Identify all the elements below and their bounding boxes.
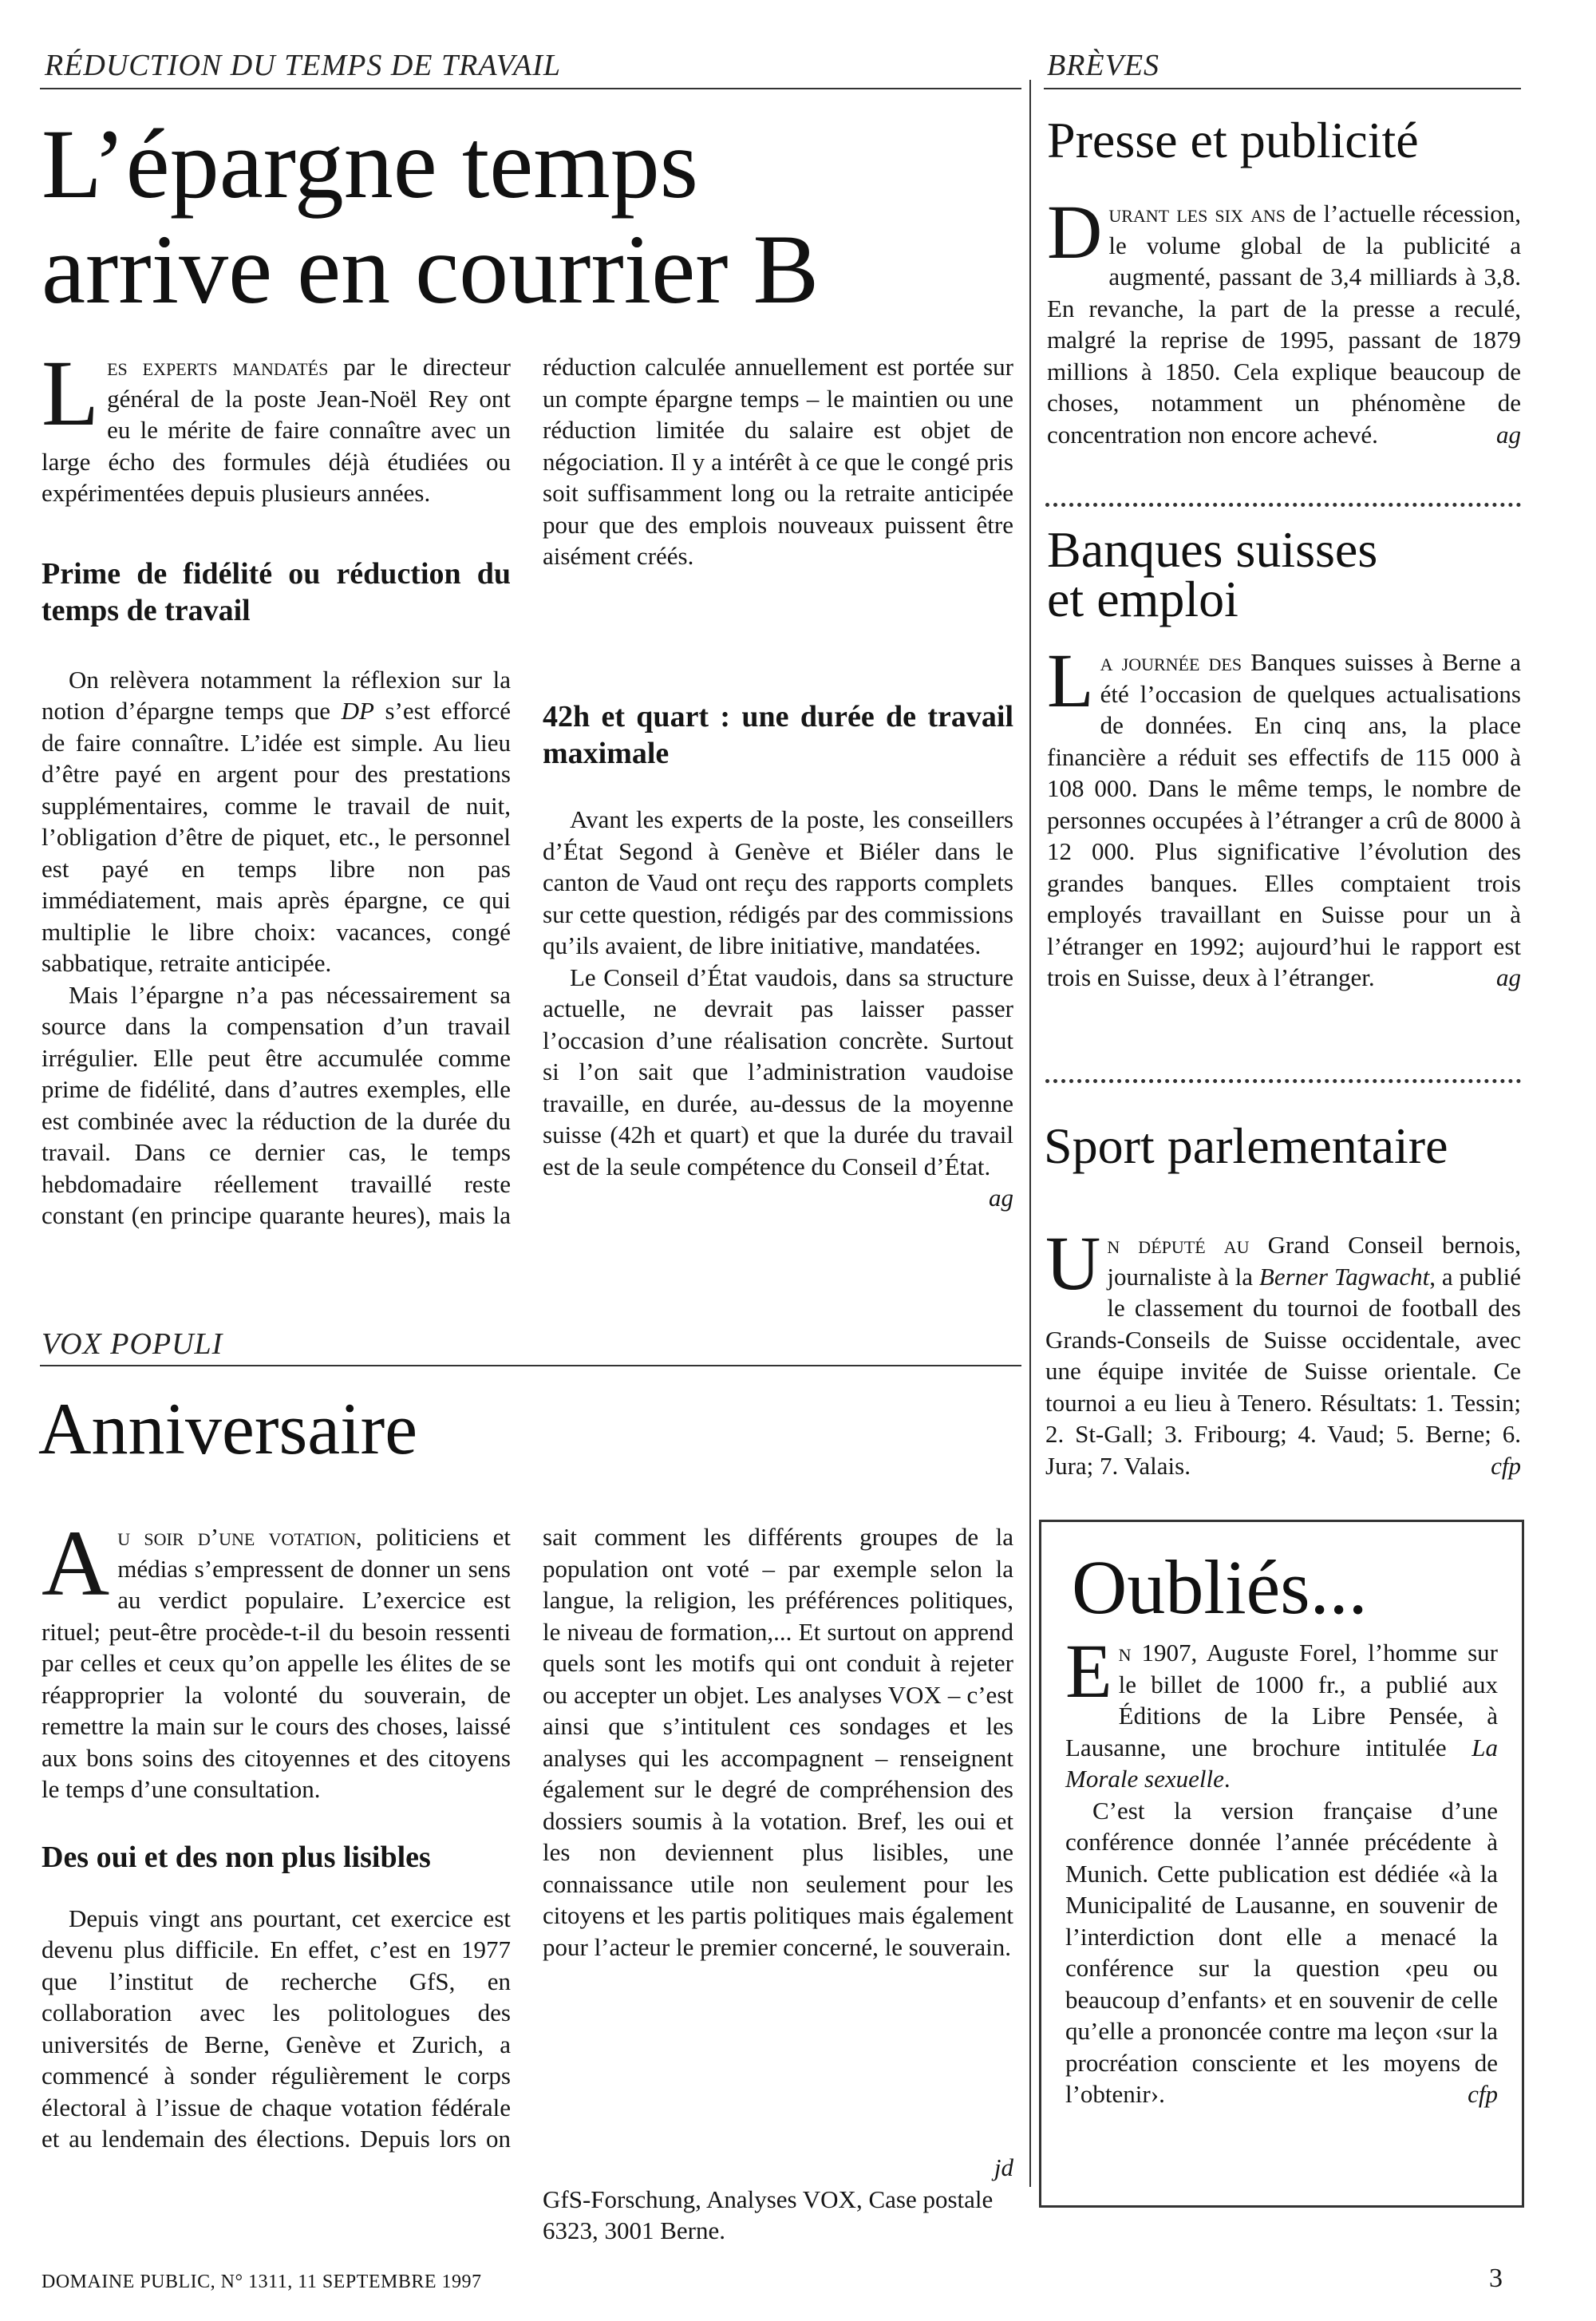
oublies-p2-text: C’est la version française d’une conférence donnée l’année précédente à Munich. Cette publication est dédiée «à la Municipalité de Lausanne, en souvenir de l’interdiction dont elle a menacé la conférence sur la question ‹peu ou beaucoup d’enfants› et en souvenir de celle qu’elle a prononcée contre ma leçon ‹sur la procréation consciente et les moyens de l’obtenir›. — [1065, 1796, 1498, 2108]
article1-paragraph-2: Mais l’épargne n’a pas nécessairement sa source dans la compensation d’un travail irrégulier. Elle peut être accumulée comme prime de fidélité, dans d’autres exemples, elle est combinée avec la réduction de la durée du travail. Dans ce dernier cas, le temps hebdomadaire réellement travaillé reste constant (en principe quarante heures), mais la — [41, 980, 511, 1229]
brief3-title: Sport parlementaire — [1044, 1117, 1448, 1174]
oublies-text-b: . — [1223, 1765, 1231, 1793]
brief1-title: Presse et publicité — [1047, 112, 1419, 168]
top-rule-left — [40, 88, 1021, 89]
brief2-title-line2: et emploi — [1047, 571, 1238, 627]
article1-lead-caps: es experts mandatés — [107, 353, 329, 381]
article1-drop-cap: L — [41, 341, 100, 445]
oublies-body — [1054, 1628, 1509, 2110]
brief3-text-b: , a publié le classement du tournoi de football des Grands-Conseils de Suisse occidentale, avec une équipe invitée de Suisse orientale. Ce tournoi a eu lieu à Tenero. Résultats: 1. Tessin; 2. St-Gall; 3. Fribourg; 4. Vaud; 5. Berne; 6. Jura; 7. Valais. — [1045, 1262, 1521, 1480]
article1-p1-text-b: s’est efforcé de faire connaître. L’idée est simple. Au lieu d’être payé en argent pour des prestations supplémentaires, comme le travail de nuit, l’obligation d’être de piquet, etc., le personnel est payé en temps libre non pas immédiatement, mais après épargne, ce qui multiplie le libre choix: vacances, congé sabbatique, retraite anticipée. — [41, 697, 512, 977]
brief2-drop-cap: L — [1047, 638, 1094, 723]
article2-signature: jd — [994, 2153, 1013, 2181]
oublies-text-a: Auguste Forel, l’homme sur le billet de 1000 fr., a publié aux Éditions de la Libre Pensée, à Lausanne, une brochure intitulée — [1065, 1639, 1499, 1762]
brief3-signature: cfp — [1491, 1451, 1521, 1480]
anniversary-headline: Anniversaire — [38, 1388, 418, 1469]
article1-paragraph-1 — [41, 664, 511, 979]
brief2-lead-caps: a journée des — [1100, 648, 1242, 676]
brief2-text: Banques suisses à Berne a été l’occasion de quelques actualisations de données. En cinq ans, la place financière a réduit ses effectifs de 115 000 à 108 000. Dans le même temps, le nombre de personnes occupées à l’étranger a crû de 8000 à 12 000. Plus significative l’évolution des grandes banques. Elles comptaient trois employés travaillant en Suisse pour un à l’étranger en 1992; aujourd’hui le rapport est trois en Suisse, deux à l’étranger. — [1047, 648, 1521, 991]
oublies-signature: cfp — [1468, 2080, 1498, 2108]
article1-paragraph-4 — [543, 962, 1013, 1212]
article1-subheading-2: 42h et quart : une durée de travail maximale — [543, 700, 1013, 770]
article1-lead-rest: par le directeur général de la poste Jean-Noël Rey ont eu le mérite de faire connaître avec un large écho des formules déjà étudiées ou expérimentées depuis plusieurs années. — [41, 353, 511, 507]
footer-publication: DOMAINE PUBLIC, N° 1311, 11 SEPTEMBRE 1997 — [41, 2272, 482, 2292]
article2-drop-cap: A — [41, 1511, 110, 1615]
oublies-lead-caps: n 1907, — [1118, 1639, 1198, 1667]
article1-p2-continued — [543, 351, 1013, 666]
brief-divider-1 — [1045, 503, 1521, 507]
brief1-text: de l’actuelle récession, le volume global de la publicité a augmenté, passant de 3,4 milliards à 3,8. En revanche, la part de la presse a reculé, malgré la reprise de 1995, passant de 1879 millions à 1850. Cela explique beaucoup de choses, notamment un phénomène de concentration non encore achevé. — [1047, 200, 1521, 449]
main-headline-line1: L’épargne temps — [41, 109, 699, 219]
oublies-book-title: La Morale sexuelle — [1065, 1733, 1498, 1793]
vox-rule — [40, 1365, 1021, 1366]
column-divider-vertical — [1029, 80, 1031, 2187]
article1-p1-text-a: On relèvera notamment la réflexion sur la notion d’épargne temps que — [41, 665, 511, 725]
brief3-text-a: Grand Conseil bernois, journaliste à la — [1107, 1231, 1521, 1291]
article2-column2 — [543, 1521, 1013, 2247]
brief1-body — [1047, 189, 1521, 450]
oublies-paragraph-2 — [1065, 1795, 1498, 2110]
article1-p4-text: Le Conseil d’État vaudois, dans sa structure actuelle, ne devrait pas laisser passer l’occasion d’une réalisation concrète. Surtout si l’on sait que l’administration vaudoise travaille, en durée, au-dessus de la moyenne suisse (42h et quart) et que la durée du travail est de la seule compétence du Conseil d’État. — [543, 963, 1013, 1180]
oublies-drop-cap: E — [1065, 1628, 1112, 1714]
article2-contact: GfS-Forschung, Analyses VOX, Case postale 6323, 3001 Berne. — [543, 2185, 994, 2244]
brief2-title-line1: Banques suisses — [1047, 521, 1378, 578]
article2-lead — [41, 1511, 511, 1805]
brief2-signature: ag — [1496, 963, 1521, 991]
main-headline-line2: arrive en courrier B — [41, 215, 820, 324]
top-rule-right — [1044, 88, 1521, 89]
article1-lead — [41, 341, 511, 509]
vox-kicker: VOX POPULI — [41, 1327, 223, 1361]
article2-column1 — [41, 1511, 511, 2155]
brief1-drop-cap: D — [1047, 189, 1103, 275]
brief3-newspaper: Berner Tagwacht — [1258, 1262, 1430, 1291]
brief-divider-2 — [1045, 1079, 1521, 1083]
main-headline — [41, 109, 820, 324]
article1-subheading-1: Prime de fidélité ou réduction du temps de travail — [41, 556, 511, 627]
article1-paragraph-3: Avant les experts de la poste, les conseillers d’État Segond à Genève et Biéler dans le canton de Vaud ont reçu des rapports complets sur cette question, rédigés par des commissions qu’ils avaient, de libre initiative, mandatées. — [543, 805, 1013, 959]
article1-signature: ag — [989, 1184, 1013, 1212]
article2-p1-continued — [543, 1521, 1013, 2152]
article2-subheading: Des oui et des non plus lisibles — [41, 1840, 431, 1874]
brief1-signature: ag — [1496, 420, 1521, 449]
brief2-body — [1047, 638, 1521, 994]
brief3-body — [1045, 1220, 1521, 1481]
article2-paragraph-1: Depuis vingt ans pourtant, cet exercice est devenu plus difficile. En effet, c’est en 1977 que l’institut de recherche GfS, en collaboration avec les politologues des universités de Berne, Genève et Zurich, a commencé à sonder régulièrement le corps électoral à l’issue de chaque votation fédérale et au lendemain des élections. Depuis lors on — [41, 1904, 511, 2153]
article2-lead-rest: politiciens et médias s’empressent de donner un sens au verdict populaire. L’exercice est rituel; peut-être procède-t-il du besoin ressenti par celles et ceux qu’on appelle les élites de se réapproprier la volonté du souverain, de remettre la main sur le cours des choses, laissé aux bons soins des citoyennes et des citoyens le temps d’une consultation. — [41, 1523, 511, 1803]
article1-p1-dp: DP — [341, 697, 374, 725]
article1-column1 — [41, 341, 512, 1232]
article2-p1-continued-text: sait comment les différents groupes de la population ont voté – par exemple selon la langue, la religion, les préférences politiques, le niveau de formation,... Et surtout on apprend quels sont les motifs qui ont conduit à rejeter ou accepter un objet. Les analyses VOX – c’est ainsi que s’intitulent ces sondages et les analyses qui les accompagnent – renseignent également sur le degré de compréhension des dossiers soumis à la votation. Bref, les oui et les non deviennent plus lisibles, une connaissance utile non seulement pour les citoyens et les partis politiques mais également pour l’acteur le premier concerné, le souverain. — [543, 1523, 1013, 1961]
oublies-box — [1039, 1520, 1524, 2208]
brief3-drop-cap: U — [1045, 1220, 1101, 1306]
article1-column2 — [543, 351, 1013, 1214]
brief3-lead-caps: n député au — [1107, 1231, 1250, 1259]
article2-lead-caps: u soir d’une votation, — [117, 1523, 362, 1551]
section-kicker-right: BRÈVES — [1047, 49, 1160, 82]
brief2-title — [1047, 521, 1378, 627]
page-number: 3 — [1489, 2264, 1503, 2293]
brief1-lead-caps: urant les six ans — [1108, 200, 1286, 227]
article1-p2-continued-text: réduction calculée annuellement est portée sur un compte épargne temps – le maintien ou une réduction limitée du salaire est objet de négociation. Il y a intérêt à ce que le congé pris soit suffisamment long ou la retraite anticipée pour que des emplois nouveaux puissent être aisément créés. — [543, 353, 1013, 570]
oublies-title: Oubliés... — [1072, 1544, 1368, 1630]
section-kicker-left: RÉDUCTION DU TEMPS DE TRAVAIL — [45, 49, 562, 82]
